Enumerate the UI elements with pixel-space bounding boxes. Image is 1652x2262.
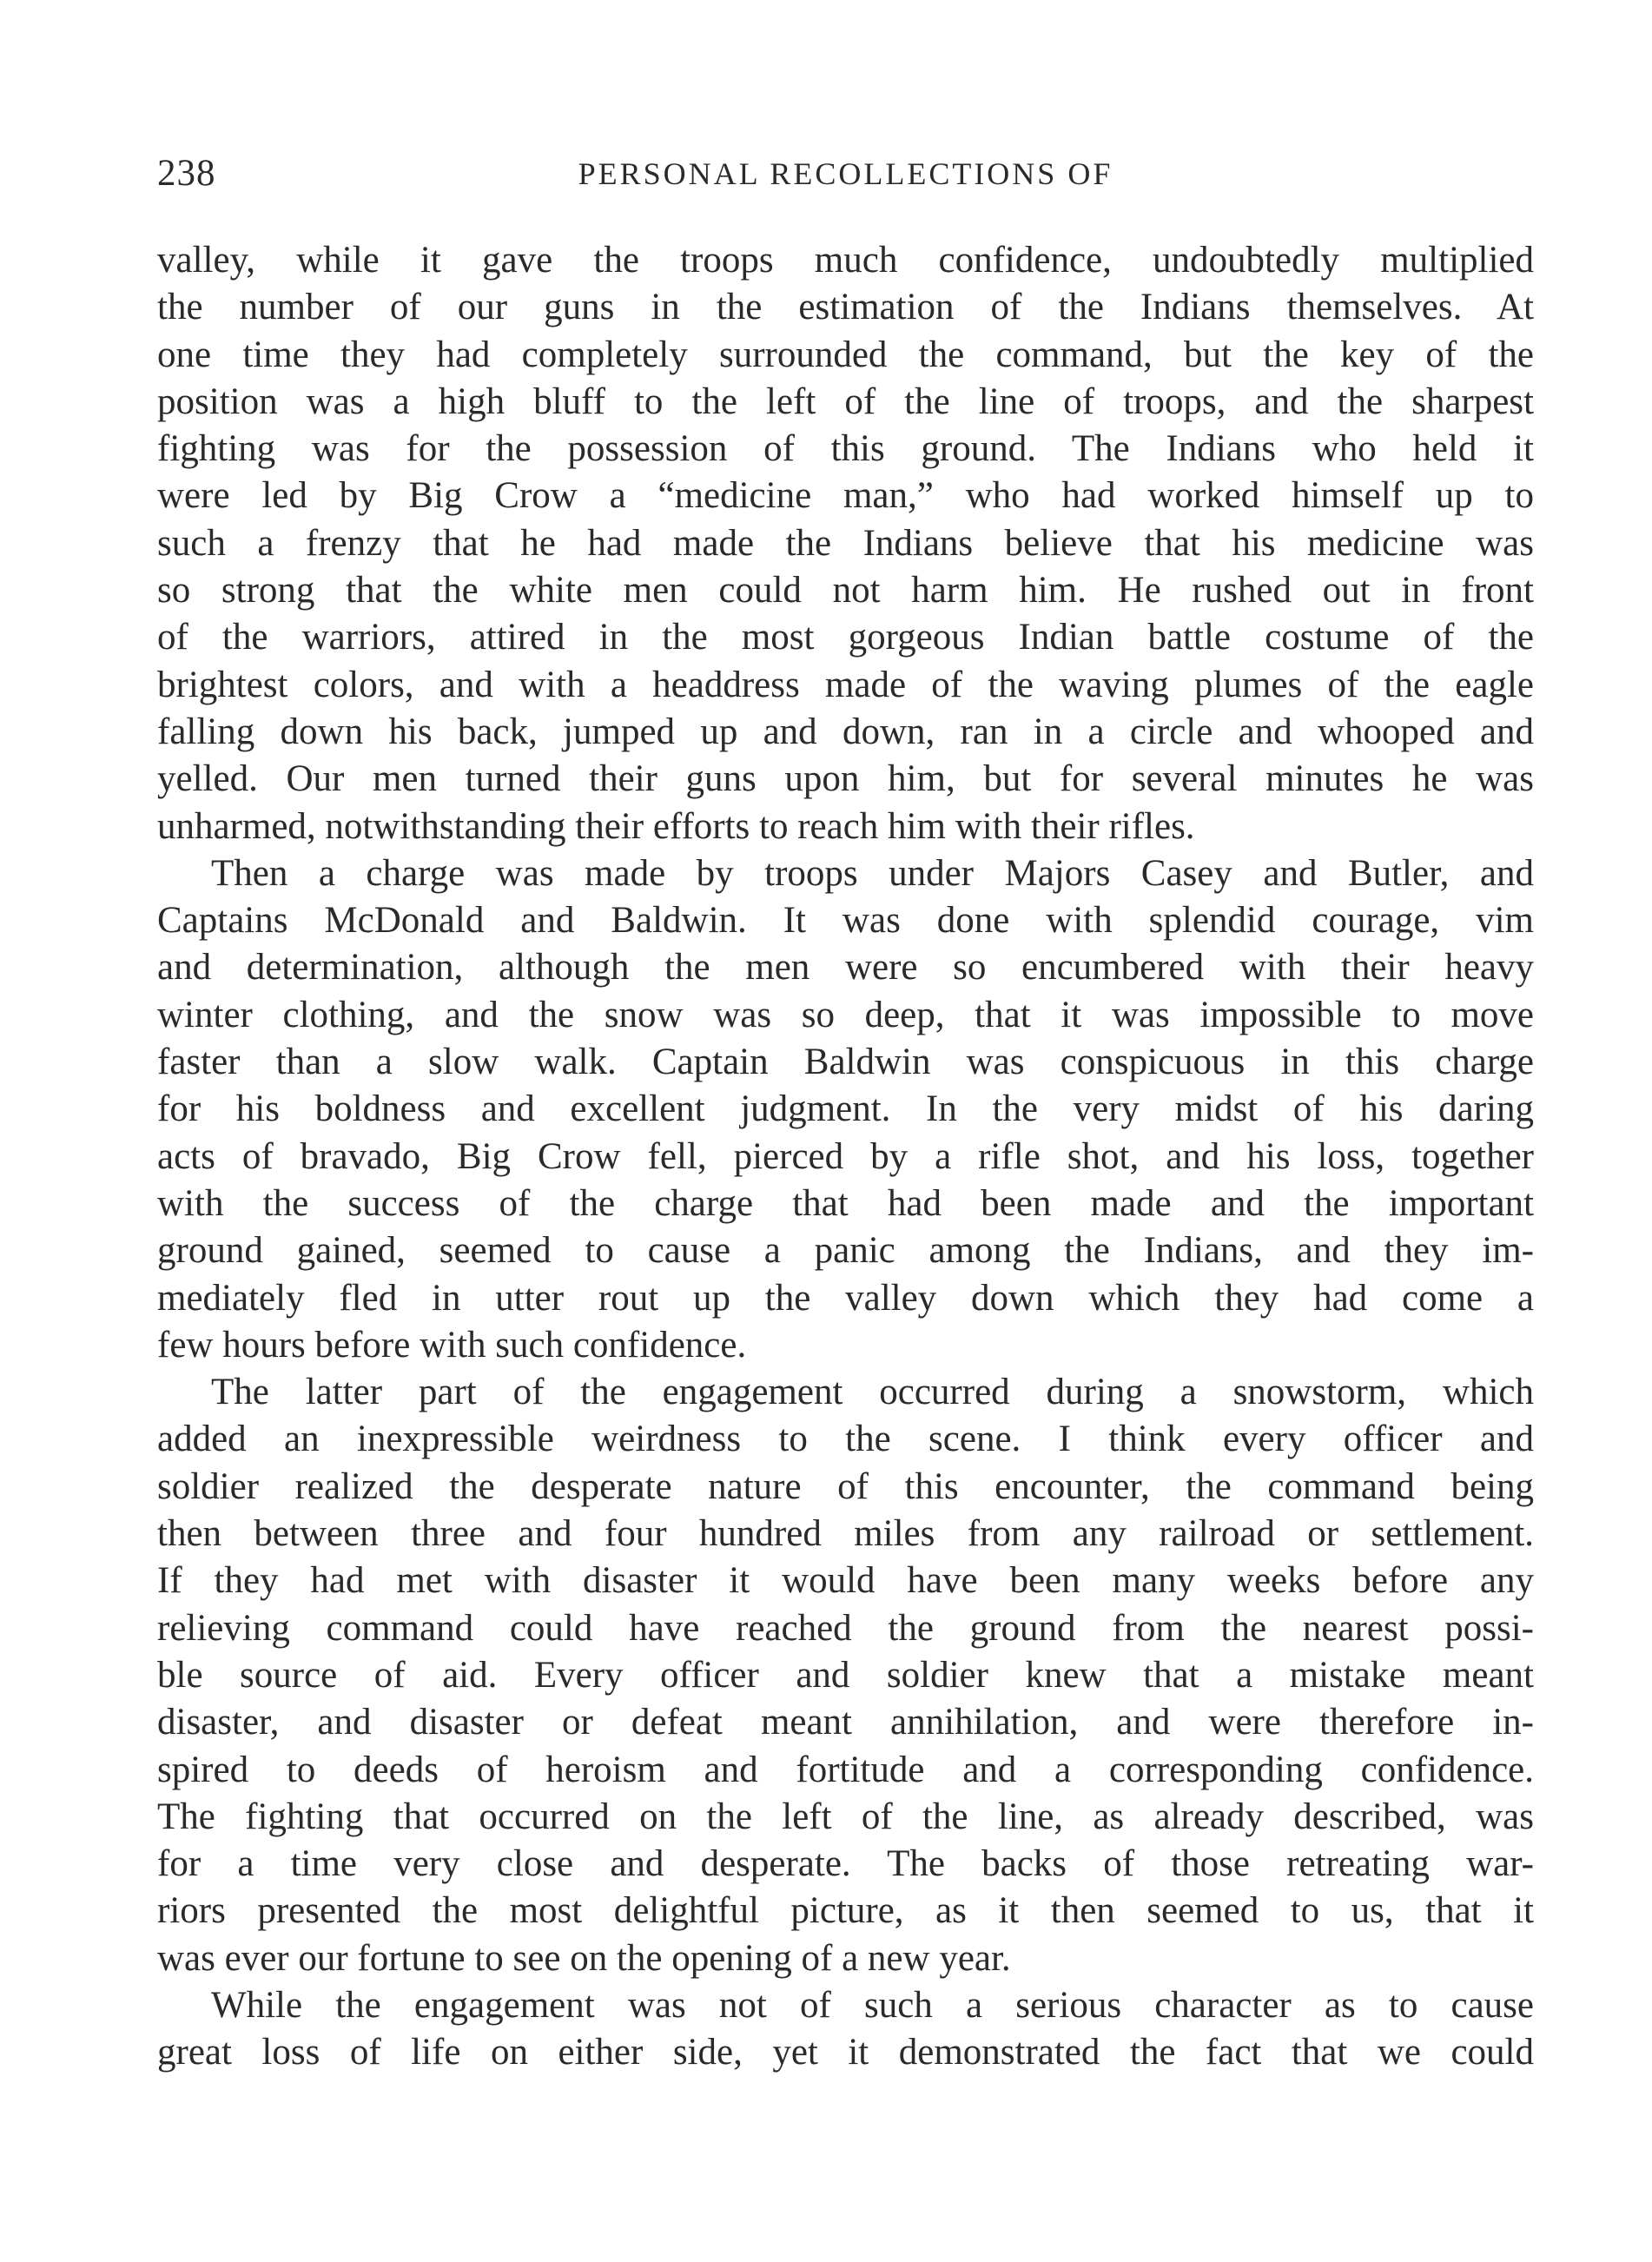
text-line: so strong that the white men could not harm him. He rushed out in front xyxy=(157,570,1534,612)
text-line: spired to deeds of heroism and fortitude and a corresponding confidence. xyxy=(157,1749,1534,1790)
page-number: 238 xyxy=(157,153,216,194)
text-line: added an inexpressible weirdness to the scene. I think every officer and xyxy=(157,1419,1534,1460)
text-line: If they had met with disaster it would have been many weeks before any xyxy=(157,1560,1534,1602)
text-line: soldier realized the desperate nature of this encounter, the command being xyxy=(157,1465,1534,1507)
text-line: falling down his back, jumped up and down, ran in a circle and whooped and xyxy=(157,711,1534,752)
text-line: such a frenzy that he had made the Indians believe that his medicine was xyxy=(157,522,1534,564)
text-line: The latter part of the engagement occurred during a snowstorm, which xyxy=(211,1372,1534,1413)
paragraph-valley xyxy=(157,237,1534,850)
text-line: of the warriors, attired in the most gorgeous Indian battle costume of the xyxy=(157,617,1534,658)
text-line: brightest colors, and with a headdress made of the waving plumes of the eagle xyxy=(157,664,1534,705)
running-head xyxy=(157,148,1534,200)
text-line: mediately fled in utter rout up the valley down which they had come a xyxy=(157,1277,1534,1319)
text-line: fighting was for the possession of this ground. The Indians who held it xyxy=(157,428,1534,470)
text-line: then between three and four hundred miles from any railroad or settlement. xyxy=(157,1513,1534,1555)
text-line: with the success of the charge that had been made and the important xyxy=(157,1182,1534,1224)
text-line: disaster, and disaster or defeat meant annihilation, and were therefore in- xyxy=(157,1702,1534,1743)
text-line: yelled. Our men turned their guns upon him, but for several minutes he was xyxy=(157,758,1534,800)
text-line: unharmed, notwithstanding their efforts to reach him with their rifles. xyxy=(157,805,1195,847)
body-text xyxy=(157,237,1534,2077)
paragraph-snowstorm xyxy=(157,1369,1534,1982)
text-line: position was a high bluff to the left of the line of troops, and the sharpest xyxy=(157,380,1534,422)
text-line: winter clothing, and the snow was so deep, that it was impossible to move xyxy=(157,994,1534,1035)
text-line: While the engagement was not of such a serious character as to cause xyxy=(211,1984,1534,2026)
text-line: few hours before with such confidence. xyxy=(157,1324,747,1366)
text-line: relieving command could have reached the ground from the nearest possi- xyxy=(157,1607,1534,1649)
text-line: the number of our guns in the estimation of the Indians themselves. At xyxy=(157,287,1534,328)
text-line: for a time very close and desperate. The backs of those retreating war- xyxy=(157,1843,1534,1885)
text-line: ground gained, seemed to cause a panic among the Indians, and they im- xyxy=(157,1230,1534,1272)
text-line: Then a charge was made by troops under Majors Casey and Butler, and xyxy=(211,852,1534,894)
text-line: and determination, although the men were so encumbered with their heavy xyxy=(157,947,1534,989)
text-line: faster than a slow walk. Captain Baldwin was conspicuous in this charge xyxy=(157,1042,1534,1083)
text-line: riors presented the most delightful picture, as it then seemed to us, that it xyxy=(157,1890,1534,1932)
text-line: one time they had completely surrounded the command, but the key of the xyxy=(157,334,1534,375)
text-line: acts of bravado, Big Crow fell, pierced by a rifle shot, and his loss, together xyxy=(157,1135,1534,1177)
text-line: was ever our fortune to see on the opening of a new year. xyxy=(157,1937,1011,1979)
text-line: were led by Big Crow a “medicine man,” who had worked himself up to xyxy=(157,475,1534,517)
text-line: valley, while it gave the troops much confidence, undoubtedly multiplied xyxy=(157,240,1534,281)
running-title: PERSONAL RECOLLECTIONS OF xyxy=(578,156,1113,191)
paragraph-engagement xyxy=(157,1982,1534,2077)
text-line: great loss of life on either side, yet it demonstrated the fact that we could xyxy=(157,2032,1534,2074)
text-line: for his boldness and excellent judgment. In the very midst of his daring xyxy=(157,1088,1534,1130)
text-line: ble source of aid. Every officer and soldier knew that a mistake meant xyxy=(157,1654,1534,1696)
text-line: The fighting that occurred on the left of the line, as already described, was xyxy=(157,1796,1534,1837)
paragraph-charge xyxy=(157,850,1534,1369)
text-line: Captains McDonald and Baldwin. It was done with splendid courage, vim xyxy=(157,900,1534,942)
